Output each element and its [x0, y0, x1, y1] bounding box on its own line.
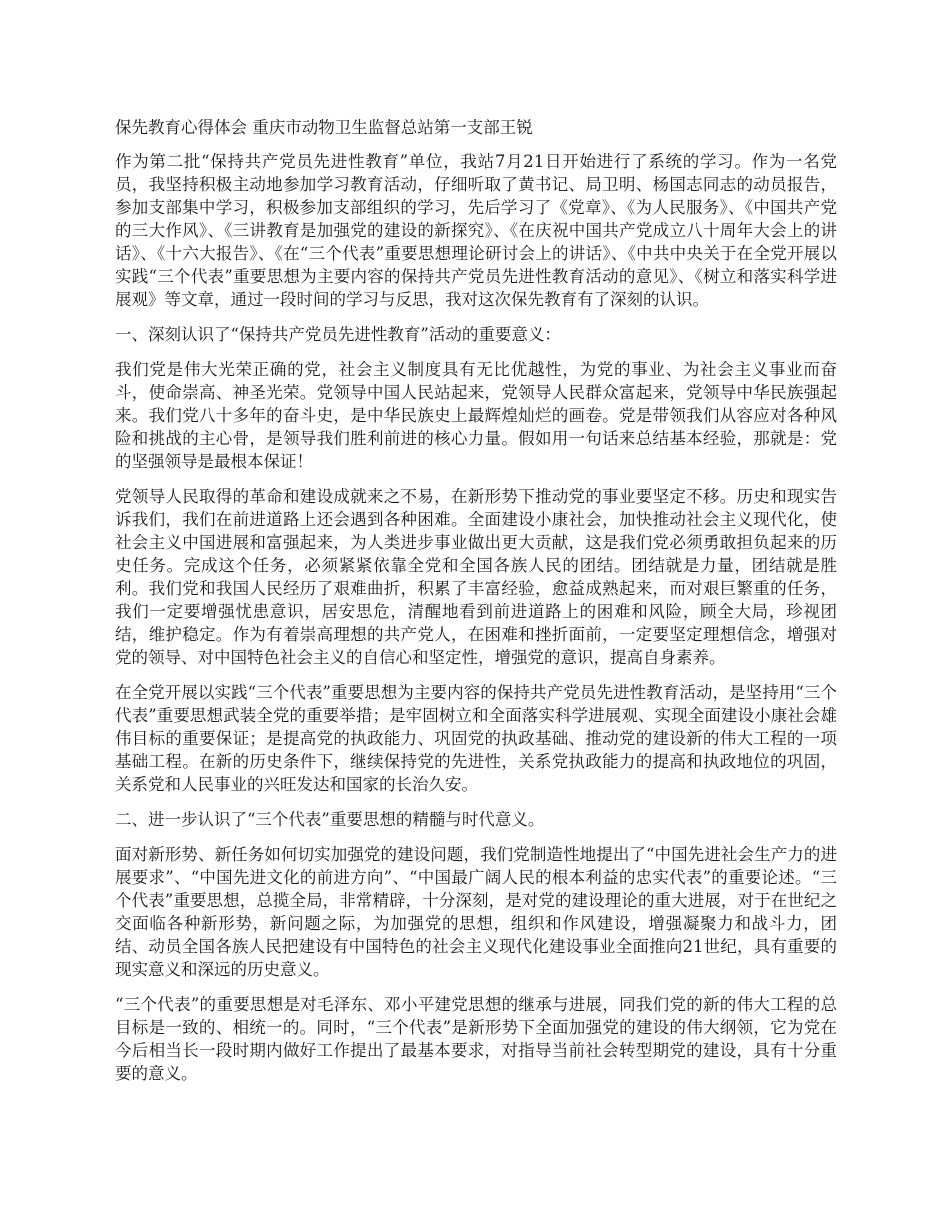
body-paragraph: 党领导人民取得的革命和建设成就来之不易，在新形势下推动党的事业要坚定不移。历史和现实告诉我们，我们在前进道路上还会遇到各种困难。全面建设小康社会，加快推动社会主义现代化，使社会主义中国进展和富强起来，为人类进步事业做出更大贡献，这是我们党必须勇敢担负起来的历史任务。完成这个任务，必须紧紧依靠全党和全国各族人民的团结。团结就是力量，团结就是胜利。我们党和我国人民经历了艰难曲折，积累了丰富经验，愈益成熟起来，而对艰巨繁重的任务，我们一定要增强忧患意识，居安思危，清醒地看到前进道路上的困难和风险，顾全大局，珍视团结，维护稳定。作为有着崇高理想的共产党人，在困难和挫折面前，一定要坚定理想信念，增强对党的领导、对中国特色社会主义的自信心和坚定性，增强党的意识，提高自身素养。: [115, 487, 837, 667]
section-heading-1: 一、深刻认识了“保持共产党员先进性教育”活动的重要意义：: [115, 325, 561, 344]
intro-paragraph: 作为第二批“保持共产党员先进性教育”单位，我站7月21日开始进行了系统的学习。作为一名党员，我坚持积极主动地参加学习教育活动，仔细听取了黄书记、局卫明、杨国志同志的动员报告，参加支部集中学习，积极参加支部组织的学习，先后学习了《党章》、《为人民服务》、《中国共产党的三大作风》、《三讲教育是加强党的建设的新探究》、《在庆祝中国共产党成立八十周年大会上的讲话》、《十六大报告》、《在“三个代表”重要思想理论研讨会上的讲话》、《中共中央关于在全党开展以实践“三个代表”重要思想为主要内容的保持共产党员先进性教育活动的意见》、《树立和落实科学进展观》等文章，通过一段时间的学习与反思，我对这次保先教育有了深刻的认识。: [115, 152, 837, 309]
body-paragraph: 我们党是伟大光荣正确的党，社会主义制度具有无比优越性，为党的事业、为社会主义事业而奋斗，使命崇高、神圣光荣。党领导中国人民站起来，党领导人民群众富起来，党领导中华民族强起来。我们党八十多年的奋斗史，是中华民族史上最辉煌灿烂的画卷。党是带领我们从容应对各种风险和挑战的主心骨，是领导我们胜利前进的核心力量。假如用一句话来总结基本经验，那就是：党的坚强领导是最根本保证！: [115, 360, 837, 471]
body-paragraph: 面对新形势、新任务如何切实加强党的建设问题，我们党制造性地提出了“中国先进社会生产力的进展要求”、“中国先进文化的前进方向”、“中国最广阔人民的根本利益的忠实代表”的重要论述。“三个代表”重要思想，总揽全局，非常精辟，十分深刻，是对党的建设理论的重大进展，对于在世纪之交面临各种新形势，新问题之际，为加强党的思想，组织和作风建设，增强凝聚力和战斗力，团结、动员全国各族人民把建设有中国特色的社会主义现代化建设事业全面推向21世纪，具有重要的现实意义和深远的历史意义。: [115, 845, 837, 979]
body-paragraph: “三个代表”的重要思想是对毛泽东、邓小平建党思想的继承与进展，同我们党的新的伟大工程的总目标是一致的、相统一的。同时，“三个代表”是新形势下全面加强党的建设的伟大纲领，它为党在今后相当长一段时期内做好工作提出了最基本要求，对指导当前社会转型期党的建设，具有十分重要的意义。: [115, 995, 837, 1083]
section-heading-2: 二、进一步认识了“三个代表”重要思想的精髓与时代意义。: [115, 810, 545, 829]
body-paragraph: 在全党开展以实践“三个代表”重要思想为主要内容的保持共产党员先进性教育活动，是坚持用“三个代表”重要思想武装全党的重要举措；是牢固树立和全面落实科学进展观、实现全面建设小康社会雄伟目标的重要保证；是提高党的执政能力、巩固党的执政基础、推动党的建设新的伟大工程的一项基础工程。在新的历史条件下，继续保持党的先进性，关系党执政能力的提高和执政地位的巩固，关系党和人民事业的兴旺发达和国家的长治久安。: [115, 683, 837, 794]
document-page: [115, 116, 837, 1097]
document-title: 保先教育心得体会 重庆市动物卫生监督总站第一支部王锐: [115, 118, 533, 137]
